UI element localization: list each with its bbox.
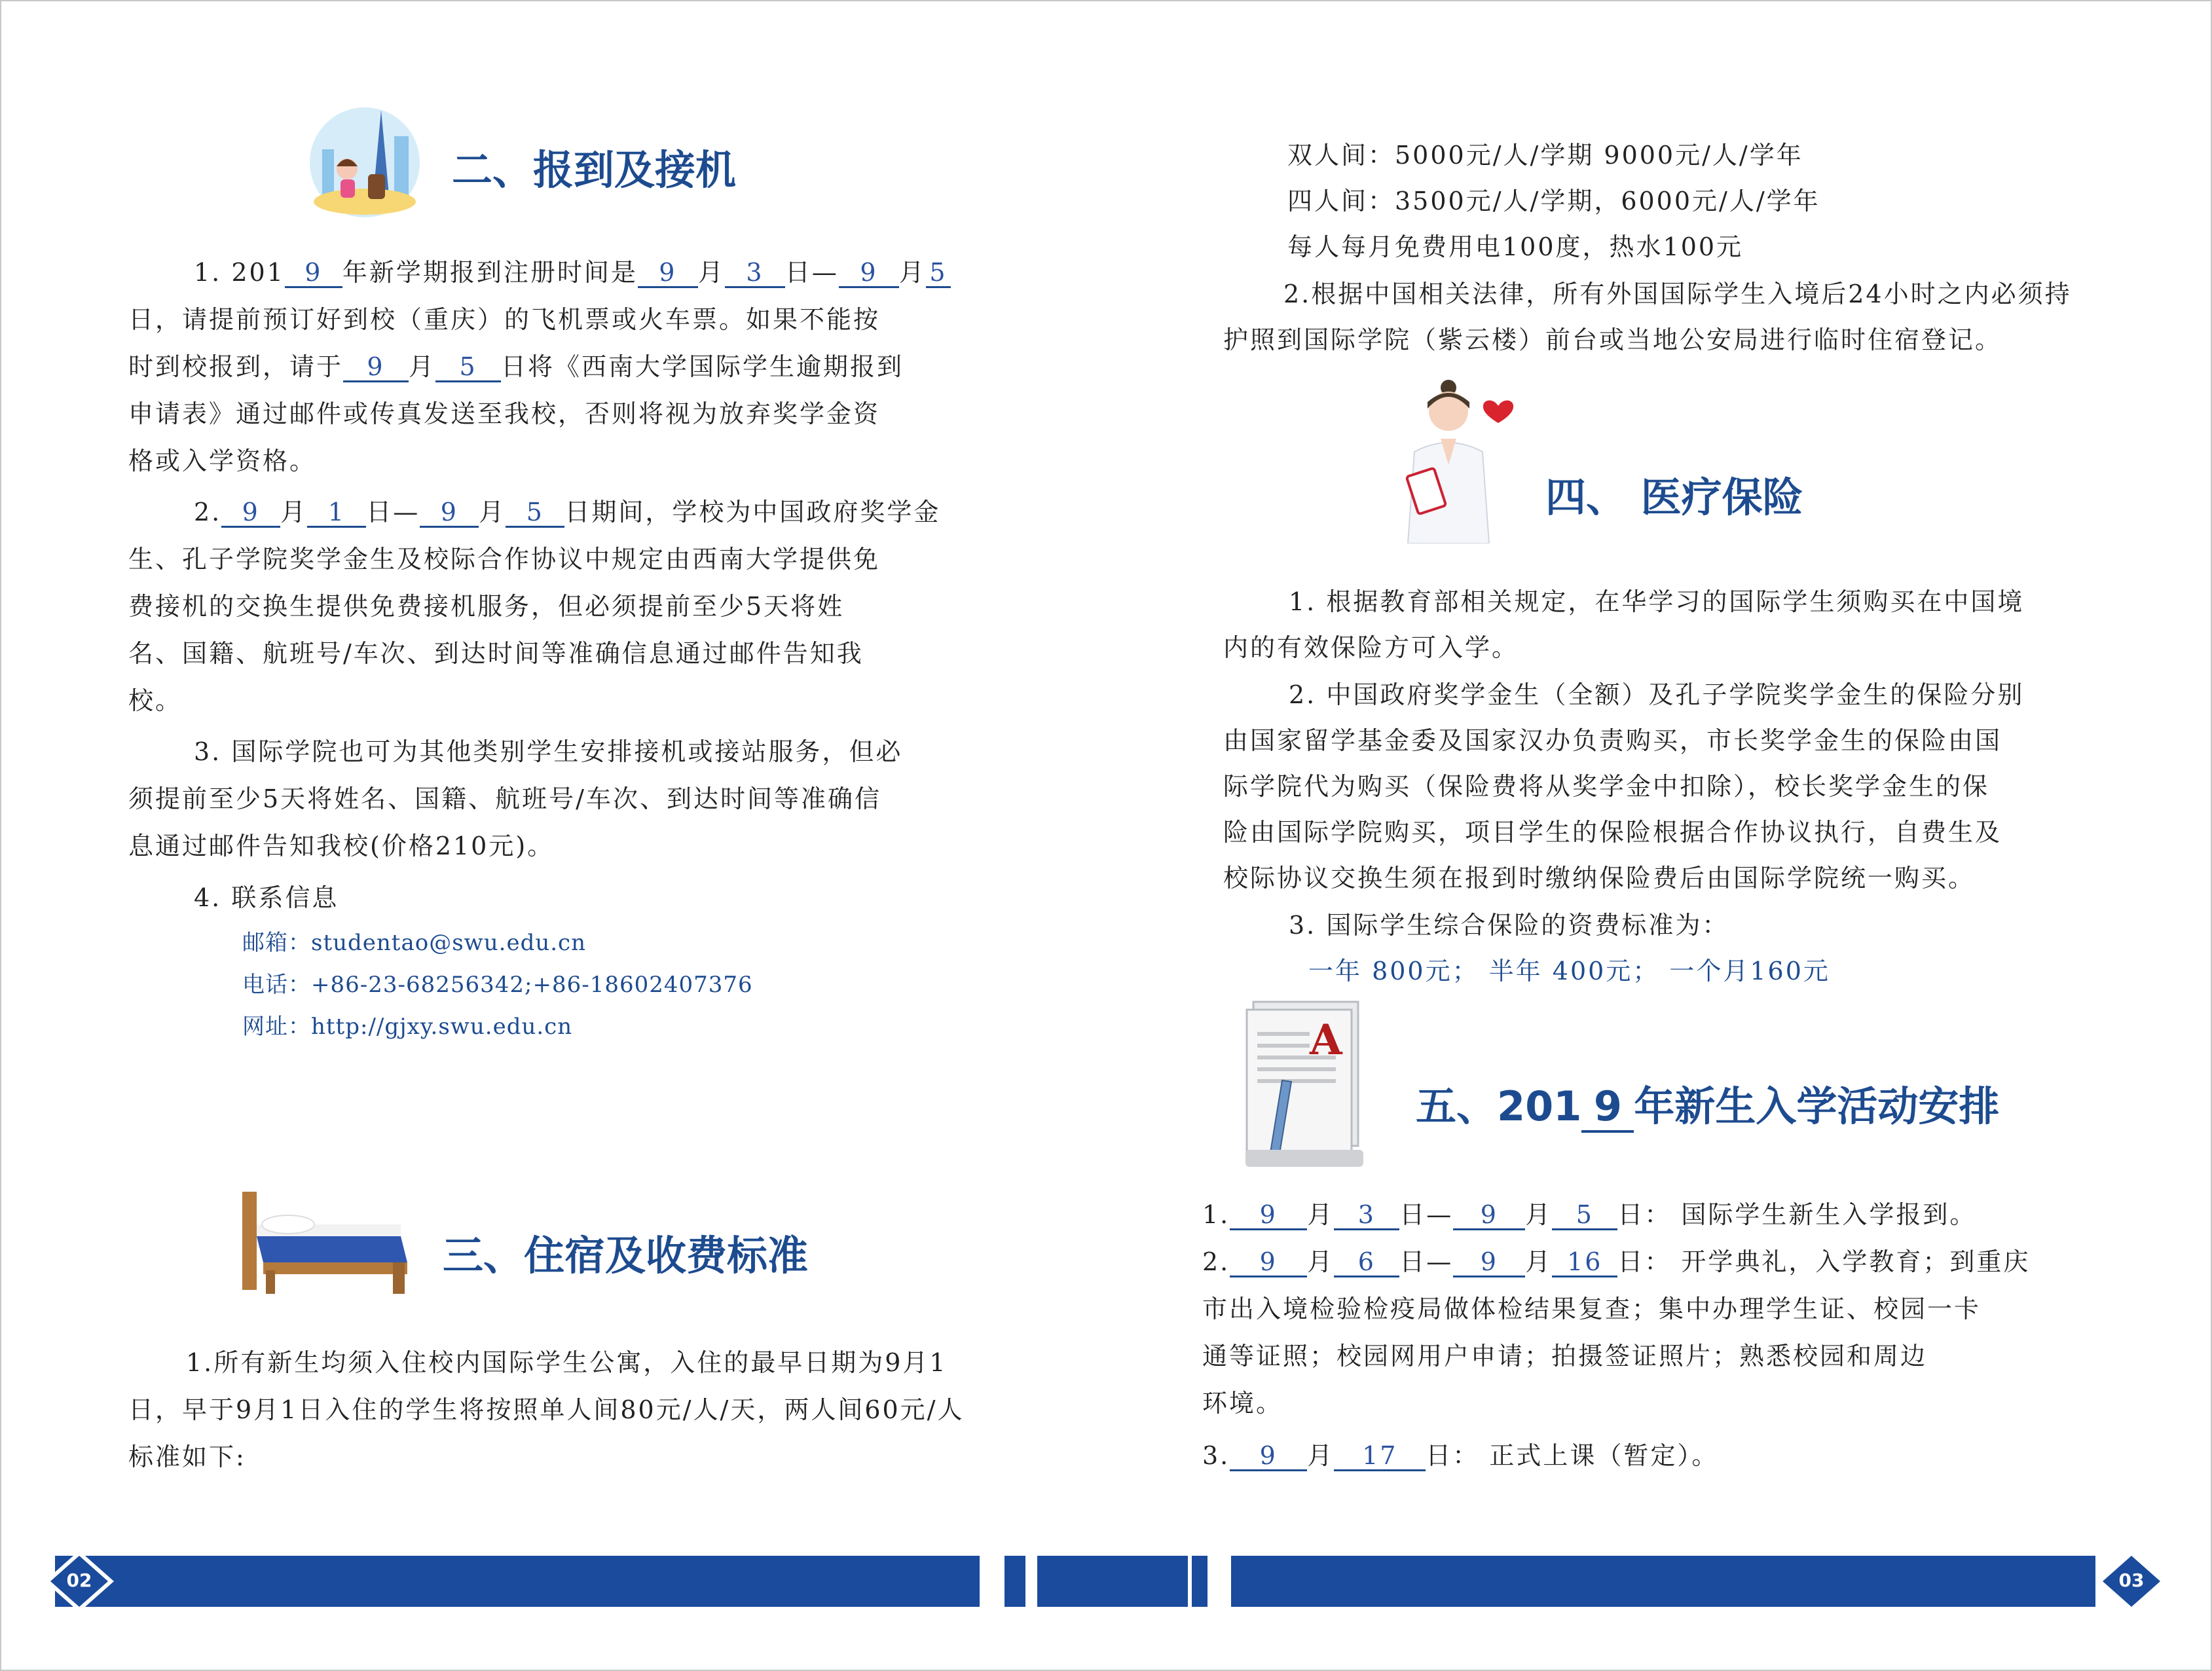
sec3-line-2: 日，早于9月1日入住的学生将按照单人间80元/人/天，两人间60元/人 [128,1395,965,1424]
activity-3: 3. 9 月 17 日： 正式上课（暂定）。 [1202,1441,1719,1470]
blank-day: 5 [1552,1202,1617,1230]
fee-quad-room: 四人间：3500元/人/学期，6000元/人/学年 [1287,187,1820,215]
sec4-line-7: 校际协议交换生须在报到时缴纳保险费后由国际学院统一购买。 [1223,864,1976,892]
section-2-title: 二、报到及接机 [452,146,737,194]
sec4-line-1: 1. 根据教育部相关规定，在华学习的国际学生须购买在中国境 [1289,587,2025,616]
blank-day: 1 [307,500,366,528]
contact-website: 网址：http://gjxy.swu.edu.cn [242,1014,573,1040]
blank-year: 9 [285,260,342,288]
website-link[interactable]: http://gjxy.swu.edu.cn [311,1014,573,1040]
sec4-line-4: 由国家留学基金委及国家汉办负责购买，市长奖学金生的保险由国 [1223,726,2002,755]
para-1-line-4: 申请表》通过邮件或传真发送至我校，否则将视为放弃奖学金资 [128,399,881,428]
para-2-line-2: 生、孔子学院奖学金生及校际合作协议中规定由西南大学提供免 [128,545,881,574]
footer-bar-center-left [1005,1556,1025,1607]
activity-2: 2. 9 月 6 日— 9 月 16 日： 开学典礼，入学教育；到重庆 [1202,1247,2031,1276]
blank-day: 3 [725,260,785,288]
para-1-line-2: 日，请提前预订好到校（重庆）的飞机票或火车票。如果不能按 [128,305,881,334]
doctor-icon [1388,373,1519,543]
para-2-line-1: 2. 9 月 1 日— 9 月 5 日期间，学校为中国政府奖学金 [194,498,941,526]
law-line-2: 护照到国际学院（紫云楼）前台或当地公安局进行临时住宿登记。 [1223,325,2002,354]
blank-year: 9 [1581,1082,1634,1133]
email-link[interactable]: studentao@swu.edu.cn [311,930,586,956]
sec4-line-2: 内的有效保险方可入学。 [1223,633,1519,662]
section-4-title: 四、 医疗保险 [1545,473,1803,521]
sec3-line-1: 1.所有新生均须入住校内国际学生公寓，入住的最早日期为9月1 [186,1348,948,1377]
blank-day: 5 [435,354,501,382]
bed-icon [236,1179,413,1296]
para-2-line-4: 名、国籍、航班号/车次、到达时间等准确信息通过邮件告知我 [128,639,864,668]
section-3-title: 三、住宿及收费标准 [443,1232,809,1279]
travel-illustration-icon [303,97,427,221]
blank-day: 17 [1334,1443,1426,1471]
sec4-line-8: 3. 国际学生综合保险的资费标准为： [1289,911,1729,940]
law-line-1: 2.根据中国相关法律，所有外国国际学生入境后24小时之内必须持 [1283,280,2072,308]
page-number-right: 03 [2118,1570,2145,1591]
blank-month: 9 [343,354,409,382]
section-5-title: 五、201 9 年新生入学活动安排 [1416,1074,1999,1133]
footer-bar-center-right [1192,1556,1207,1607]
contact-email: 邮箱：studentao@swu.edu.cn [242,930,586,956]
page-number-left: 02 [66,1570,92,1591]
para-3-line-2: 须提前至少5天将姓名、国籍、航班号/车次、到达时间等准确信 [128,784,881,813]
sec4-line-6: 险由国际学院购买，项目学生的保险根据合作协议执行，自费生及 [1223,818,2002,847]
para-4-title: 4. 联系信息 [194,883,339,912]
para-2-line-5: 校。 [128,686,183,715]
blank-month: 9 [638,260,698,288]
para-3-line-1: 3. 国际学院也可为其他类别学生安排接机或接站服务，但必 [194,737,903,766]
fee-double-room: 双人间：5000元/人/学期 9000元/人/学年 [1287,141,1803,170]
document-icon [1244,995,1369,1172]
activity-2-line-4: 环境。 [1202,1389,1283,1418]
blank-day: 5 [506,500,564,528]
blank-day: 16 [1552,1249,1617,1277]
blank-month: 9 [1230,1249,1307,1277]
footer-bar-right [1231,1556,2095,1607]
para-3-line-3: 息通过邮件告知我校(价格210元)。 [128,832,555,860]
fee-utilities: 每人每月免费用电100度，热水100元 [1287,232,1744,261]
svg-text:A: A [1310,1016,1342,1065]
blank-month: 9 [221,500,280,528]
blank-month: 9 [1230,1202,1307,1230]
sec4-line-3: 2. 中国政府奖学金生（全额）及孔子学院奖学金生的保险分别 [1289,680,2025,709]
footer-bar-center [1037,1556,1188,1607]
blank-month: 9 [420,500,479,528]
blank-day: 5 [926,260,951,288]
para-1-line-3: 时到校报到，请于 9 月 5 日将《西南大学国际学生逾期报到 [128,352,904,381]
sec3-line-3: 标准如下: [128,1442,246,1471]
activity-1: 1. 9 月 3 日— 9 月 5 日： 国际学生新生入学报到。 [1202,1200,1977,1229]
para-1-line-5: 格或入学资格。 [128,447,317,475]
para-2-line-3: 费接机的交换生提供免费接机服务，但必须提前至少5天将姓 [128,592,845,621]
blank-day: 3 [1334,1202,1399,1230]
blank-month: 9 [1453,1249,1525,1277]
activity-2-line-2: 市出入境检验检疫局做体检结果复查；集中办理学生证、校园一卡 [1202,1295,1982,1323]
blank-month: 9 [1453,1202,1525,1230]
blank-day: 6 [1334,1249,1399,1277]
blank-month: 9 [839,260,899,288]
blank-month: 9 [1230,1443,1307,1471]
activity-2-line-3: 通等证照；校园网用户申请；拍摄签证照片；熟悉校园和周边 [1202,1342,1928,1370]
insurance-rates: 一年 800元； 半年 400元； 一个月160元 [1308,957,1830,985]
sec4-line-5: 际学院代为购买（保险费将从奖学金中扣除），校长奖学金生的保 [1223,772,1990,801]
footer-bar-left [55,1556,980,1607]
para-1-line-1: 1. 201 9 年新学期报到注册时间是 9 月 3 日— 9 月 5 [194,252,951,288]
contact-phone: 电话：+86-23-68256342;+86-18602407376 [242,972,753,998]
